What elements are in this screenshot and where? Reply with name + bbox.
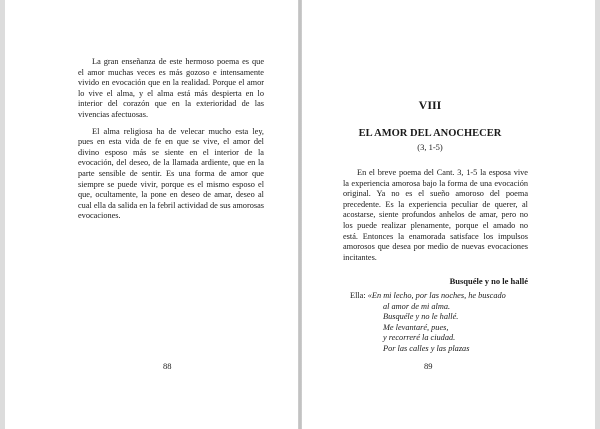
verse-line <box>350 291 550 302</box>
left-page-edge <box>0 0 5 429</box>
verse-block <box>350 291 550 355</box>
verse-line: Por las calles y las plazas <box>383 343 470 353</box>
section-subheading: Busquéle y no le hallé <box>449 276 528 286</box>
left-paragraph-2: El alma religiosa ha de velecar mucho esta ley, pues en esta vida de fe en que se vive, el amor del divino esposo más se siente en el interior de la evocación, del deseo, de la llamada ardiente, que en la parte sensible de sentir. Es una forma de amor que siempre se puede vivir, porque es el mismo esposo el que, ocultamente, la pone en deseo de amar, deseo al cual ella da salida en la febril actividad de sus amorosas evocaciones. <box>78 126 264 221</box>
right-page-number: 89 <box>424 361 433 371</box>
verse-line: Me levantaré, pues, <box>383 322 449 332</box>
chapter-reference: (3, 1-5) <box>417 142 443 152</box>
chapter-title: EL AMOR DEL ANOCHECER <box>358 128 502 139</box>
right-page-body <box>343 168 528 263</box>
right-paragraph: En el breve poema del Cant. 3, 1-5 la esposa vive la experiencia amorosa bajo la forma de una evocación original. Ya no es el sueño amoroso del poema precedente. Es la experiencia peculiar de querer, al acostarse, siente profundos anhelos de amar, pero no los puede realizar plenamente, porque el amado no está. Entonces la enamorada satisface los impulsos amorosos que desea por medio de nuevas evocaciones incitantes. <box>343 168 528 262</box>
verse-line: Busquéle y no le hallé. <box>383 312 459 322</box>
left-paragraph-1: La gran enseñanza de este hermoso poema es que el amor muchas veces es más gozoso e intensamente vivido en evocación que en la realidad. Porque el amor lo vive el alma, y el alma está más despierta en lo interior del corazón que en la exterioridad de las vivencias afectuosas. <box>78 57 264 119</box>
chapter-number: VIII <box>418 98 442 112</box>
right-page-edge <box>595 0 600 429</box>
left-page-number: 88 <box>163 361 172 371</box>
verse-speaker: Ella: <box>350 291 366 300</box>
verse-first-line: «En mi lecho, por las noches, he buscado <box>367 291 506 300</box>
verse-line: y recorreré la ciudad. <box>383 333 456 343</box>
left-page-body <box>78 57 264 222</box>
verse-line: al amor de mi alma. <box>383 301 451 311</box>
